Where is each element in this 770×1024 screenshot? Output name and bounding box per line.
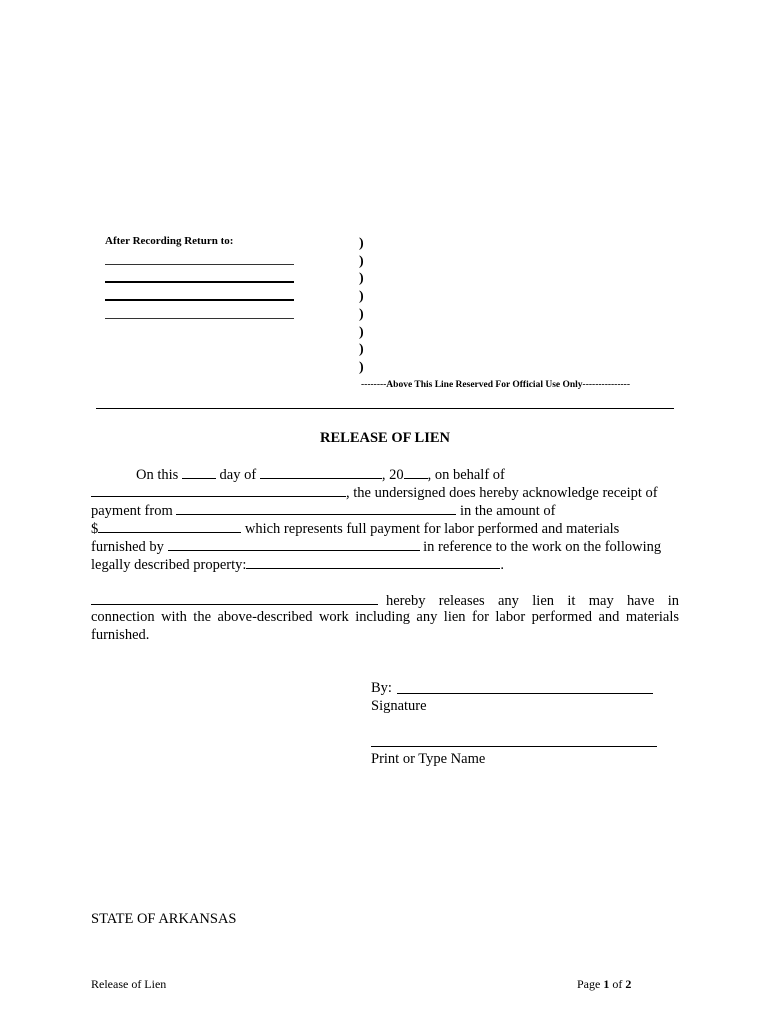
text-year-prefix: , 20 [381, 467, 404, 483]
claimant-name-field[interactable] [91, 482, 346, 497]
text-payment-from: payment from [91, 503, 173, 519]
furnished-by-field[interactable] [168, 536, 420, 551]
para1-line1 [136, 464, 505, 484]
para1-line2 [91, 482, 658, 502]
text-on-behalf-of: , on behalf of [427, 467, 505, 483]
return-address-line-1[interactable] [105, 264, 294, 265]
paren-mark: ) [359, 342, 364, 357]
text-hereby-releases: hereby releases any lien it may have in [386, 593, 679, 609]
paren-mark: ) [359, 307, 364, 322]
return-address-line-3[interactable] [105, 299, 294, 301]
page-indicator [577, 977, 631, 992]
return-to-label: After Recording Return to: [105, 235, 234, 247]
para1-line4 [91, 518, 619, 538]
document-title: RELEASE OF LIEN [320, 430, 450, 446]
page-word: Page [577, 977, 601, 991]
text-in-reference: in reference to the work on the following [423, 539, 662, 555]
text-period: . [500, 557, 505, 573]
signature-caption: Signature [371, 698, 427, 714]
signature-line[interactable] [397, 693, 653, 694]
para1-line3 [91, 500, 555, 520]
month-field[interactable] [260, 464, 382, 479]
text-in-amount-of: in the amount of [460, 503, 556, 519]
text-on-this: On this [136, 467, 179, 483]
footer-document-name: Release of Lien [91, 977, 167, 991]
state-heading: STATE OF ARKANSAS [91, 911, 237, 927]
text-legally-described: legally described property: [91, 557, 247, 573]
official-use-notice: --------Above This Line Reserved For Official Use Only--------------- [361, 380, 631, 390]
of-word: of [612, 977, 623, 991]
para2-line2: connection with the above-described work including any lien for labor performed and materials [91, 609, 679, 625]
text-dollar-sign: $ [91, 521, 99, 537]
releasor-name-field[interactable] [91, 590, 378, 605]
paren-mark: ) [359, 254, 364, 269]
return-address-line-2[interactable] [105, 281, 294, 283]
print-name-caption: Print or Type Name [371, 751, 486, 767]
text-acknowledge: , the undersigned does hereby acknowledge receipt of [346, 485, 658, 501]
paren-mark: ) [359, 236, 364, 251]
official-use-divider [96, 408, 674, 409]
amount-field[interactable] [98, 518, 241, 533]
para2-line3: furnished. [91, 627, 150, 643]
text-furnished-by: furnished by [91, 539, 164, 555]
print-name-line[interactable] [371, 746, 657, 747]
para1-line5 [91, 536, 661, 556]
paren-mark: ) [359, 360, 364, 375]
paren-mark: ) [359, 325, 364, 340]
text-full-payment: which represents full payment for labor performed and materials [244, 521, 620, 537]
page-number: 1 [603, 977, 610, 991]
day-field[interactable] [182, 464, 216, 479]
property-description-field[interactable] [246, 554, 500, 569]
para1-line6 [91, 554, 504, 574]
page-total: 2 [625, 977, 632, 991]
text-day-of: day of [219, 467, 257, 483]
by-label: By: [371, 680, 392, 696]
payer-name-field[interactable] [176, 500, 456, 515]
paren-mark: ) [359, 271, 364, 286]
paren-mark: ) [359, 289, 364, 304]
para2-line1 [91, 590, 679, 610]
year-field[interactable] [404, 464, 428, 479]
return-address-line-4[interactable] [105, 318, 294, 319]
